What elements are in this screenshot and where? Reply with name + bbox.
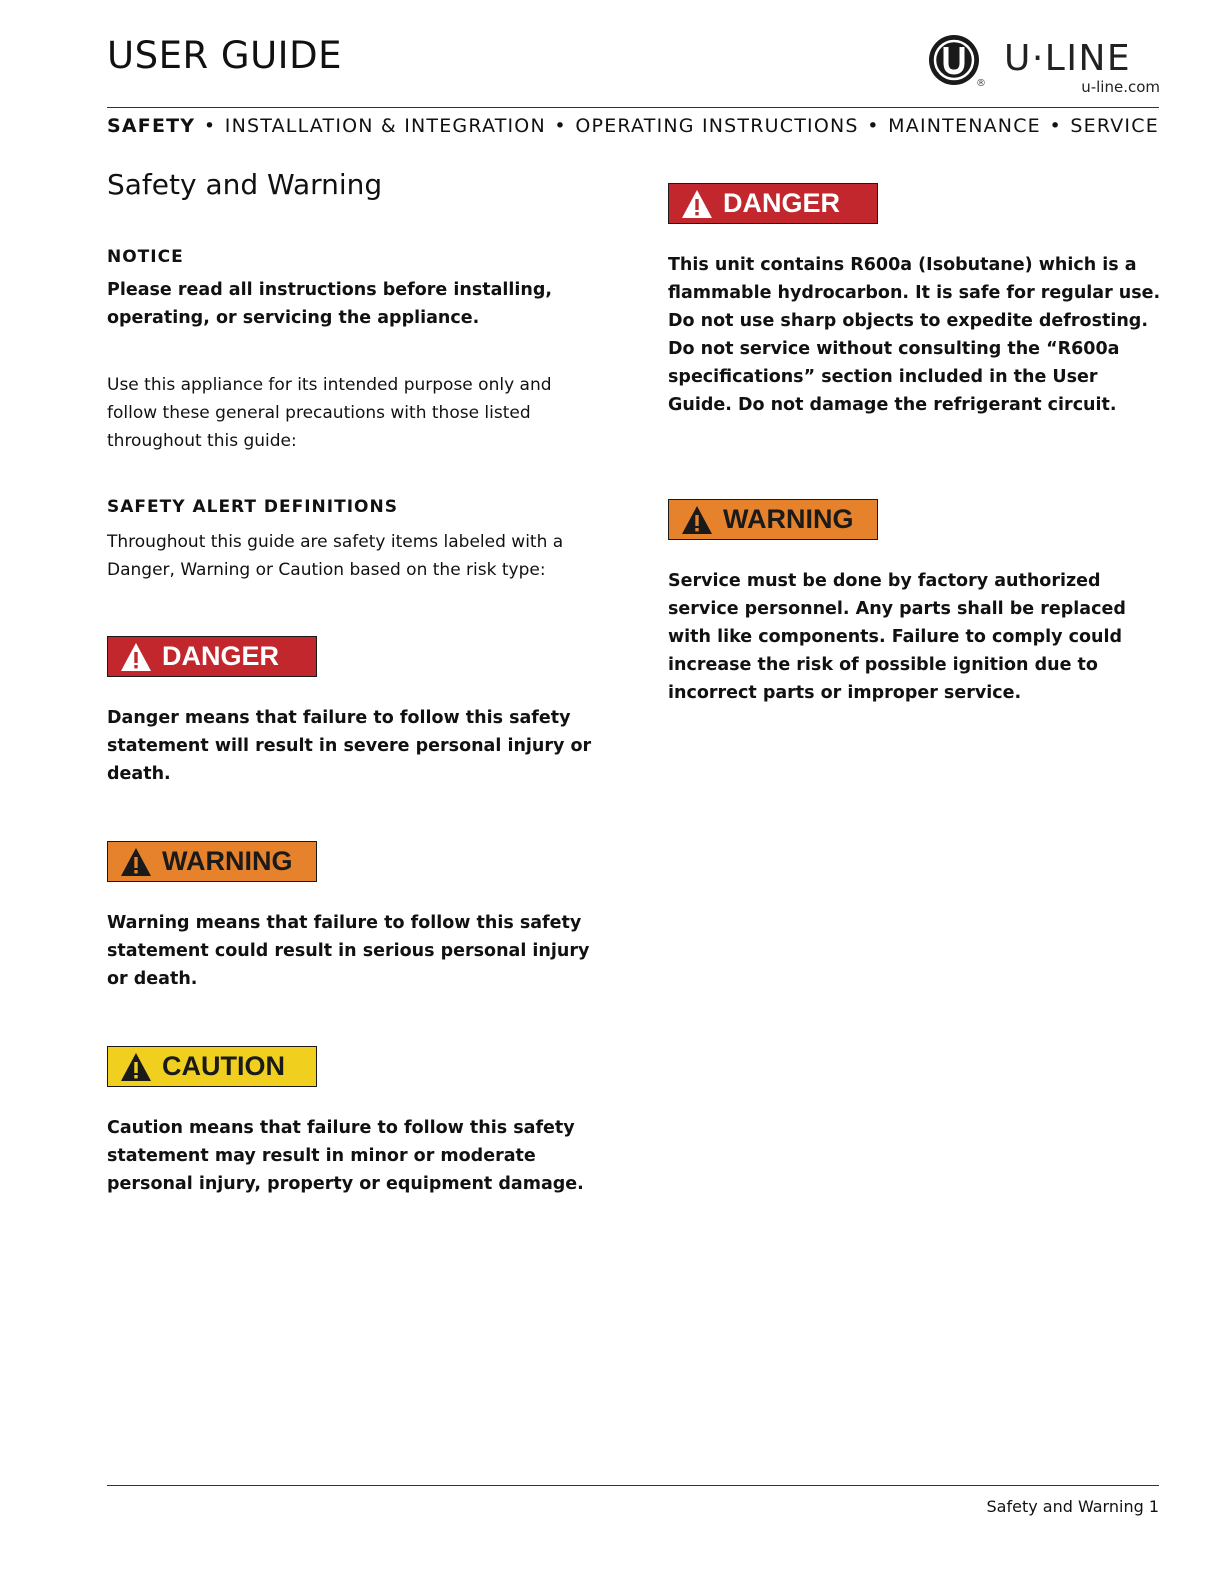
intro-text: Use this appliance for its intended purpose only and follow these general precautions with those listed throughout this guide: bbox=[107, 375, 552, 451]
danger-sign bbox=[668, 183, 878, 224]
caution-sign bbox=[107, 1046, 317, 1087]
caution-label: CAUTION bbox=[162, 1051, 285, 1081]
definitions-heading: SAFETY ALERT DEFINITIONS bbox=[107, 497, 398, 517]
brand-name: U·LINE bbox=[1004, 38, 1132, 79]
section-title: Safety and Warning bbox=[107, 168, 383, 201]
nav-item-installation[interactable]: INSTALLATION & INTEGRATION bbox=[224, 115, 546, 137]
warning-sign bbox=[668, 499, 878, 540]
warning-label: WARNING bbox=[162, 846, 293, 876]
uline-logo-icon bbox=[928, 34, 980, 86]
warning-sign bbox=[107, 841, 317, 882]
nav-item-maintenance[interactable]: MAINTENANCE bbox=[888, 115, 1041, 137]
definitions-text: Throughout this guide are safety items labeled with a Danger, Warning or Caution based on the risk type: bbox=[107, 532, 564, 580]
header-divider bbox=[107, 107, 1159, 108]
nav-item-operating[interactable]: OPERATING INSTRUCTIONS bbox=[575, 115, 859, 137]
nav-item-service[interactable]: SERVICE bbox=[1070, 115, 1159, 137]
alert-triangle-icon bbox=[681, 505, 713, 535]
section-nav bbox=[107, 115, 1159, 137]
service-warning-text: Service must be done by factory authorized service personnel. Any parts shall be replaced with like components. Failure to comply could increase the risk of possible ignition due to incorrect parts or improper service. bbox=[668, 571, 1126, 703]
notice-heading: NOTICE bbox=[107, 247, 184, 267]
danger-label: DANGER bbox=[162, 641, 280, 671]
alert-triangle-icon bbox=[120, 847, 152, 877]
nav-separator: • bbox=[554, 115, 567, 137]
r600a-danger-text: This unit contains R600a (Isobutane) which is a flammable hydrocarbon. It is safe for regular use. Do not use sharp objects to expedite defrosting. Do not service without consulting the “R600a specifications” section included in the User Guide. Do not damage the refrigerant circuit. bbox=[668, 255, 1161, 415]
nav-separator: • bbox=[203, 115, 217, 137]
warning-definition: Warning means that failure to follow this safety statement could result in serious personal injury or death. bbox=[107, 913, 590, 989]
alert-triangle-icon bbox=[120, 642, 152, 672]
alert-triangle-icon bbox=[681, 189, 713, 219]
caution-definition: Caution means that failure to follow this safety statement may result in minor or moderate personal injury, property or equipment damage. bbox=[107, 1118, 584, 1194]
nav-separator: • bbox=[867, 115, 880, 137]
danger-label: DANGER bbox=[723, 188, 841, 218]
warning-label: WARNING bbox=[723, 504, 854, 534]
nav-separator: • bbox=[1049, 115, 1062, 137]
alert-triangle-icon bbox=[120, 1052, 152, 1082]
website-link[interactable]: u-line.com bbox=[1081, 78, 1160, 96]
danger-sign bbox=[107, 636, 317, 677]
page-footer: Safety and Warning 1 bbox=[986, 1497, 1159, 1516]
registered-mark: ® bbox=[976, 78, 986, 89]
notice-text: Please read all instructions before installing, operating, or servicing the appliance. bbox=[107, 280, 553, 328]
footer-divider bbox=[107, 1485, 1159, 1486]
nav-item-safety[interactable]: SAFETY bbox=[107, 115, 196, 137]
danger-definition: Danger means that failure to follow this safety statement will result in severe personal injury or death. bbox=[107, 708, 592, 784]
document-title: USER GUIDE bbox=[107, 34, 342, 77]
brand-logo bbox=[928, 34, 1160, 98]
